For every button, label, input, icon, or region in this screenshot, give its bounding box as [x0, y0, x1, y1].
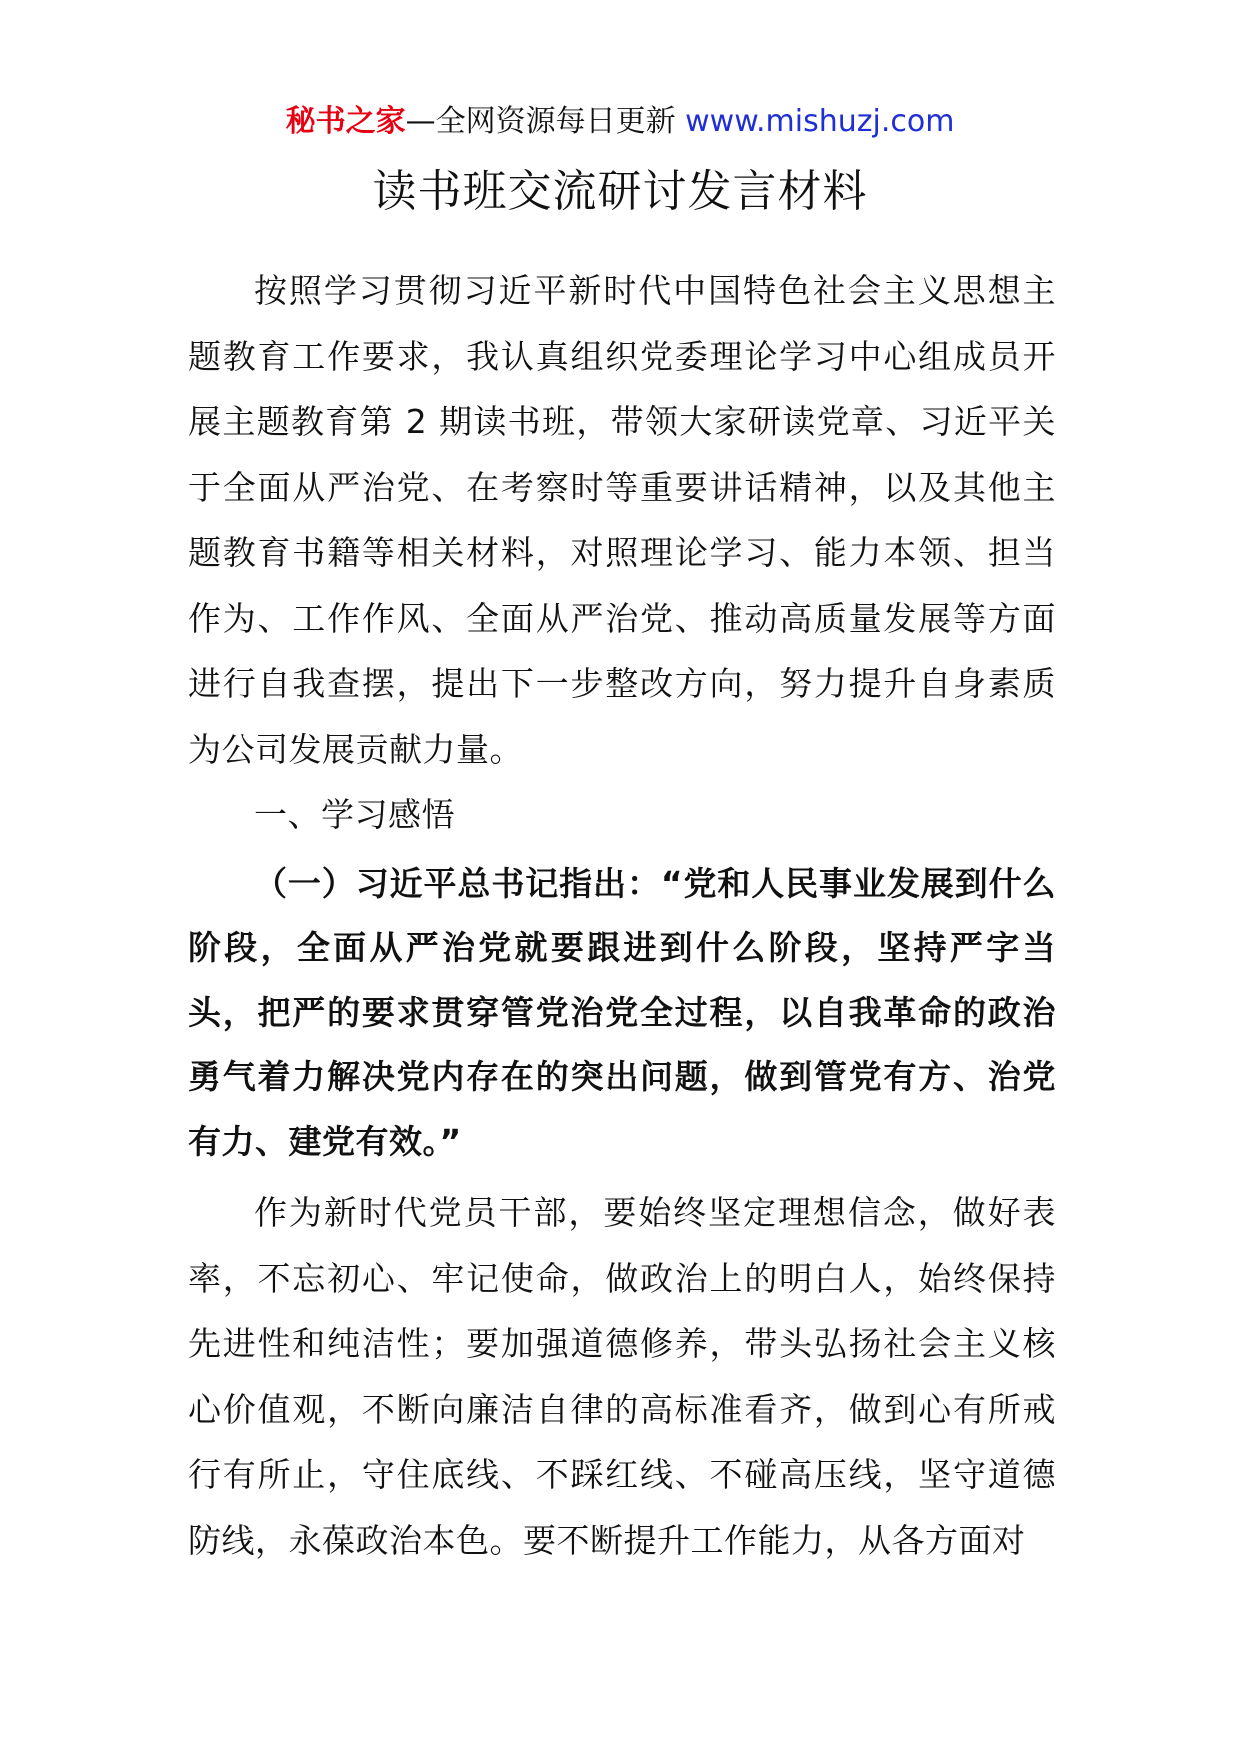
site-tagline: —全网资源每日更新 — [405, 104, 676, 139]
document-title: 读书班交流研讨发言材料 — [372, 166, 868, 217]
body-paragraph: 作为新时代党员干部，要始终坚定理想信念，做好表率，不忘初心、牢记使命，做政治上的明白人，始终保持先进性和纯洁性；要加强道德修养，带头弘扬社会主义核心价值观，不断向廉洁自律的高标准看齐，做到心有所戒行有所止，守住底线、不踩红线、不碰高压线，坚守道德防线，永葆政治本色。要不断提升工作能力，从各方面对 — [188, 1193, 1056, 1560]
quote-paragraph: （一）习近平总书记指出：“党和人民事业发展到什么阶段，全面从严治党就要跟进到什么阶段，坚持严字当头，把严的要求贯穿管党治党全过程，以自我革命的政治勇气着力解决党内存在的突出问题，做到管党有方、治党有力、建党有效。” — [188, 863, 1056, 1161]
site-url-link[interactable]: www.mishuzj.com — [685, 104, 955, 139]
section-heading: 一、学习感悟 — [254, 795, 455, 834]
document-body — [188, 258, 1056, 1573]
intro-paragraph: 按照学习贯彻习近平新时代中国特色社会主义思想主题教育工作要求，我认真组织党委理论学习中心组成员开展主题教育第 2 期读书班，带领大家研读党章、习近平关于全面从严治党、在考察时等重要讲话精神，以及其他主题教育书籍等相关材料，对照理论学习、能力本领、担当作为、工作作风、全面从严治党、推动高质量发展等方面进行自我查摆，提出下一步整改方向，努力提升自身素质为公司发展贡献力量。 — [188, 271, 1056, 769]
brand-name: 秘书之家 — [285, 104, 406, 139]
site-header — [0, 100, 1240, 144]
